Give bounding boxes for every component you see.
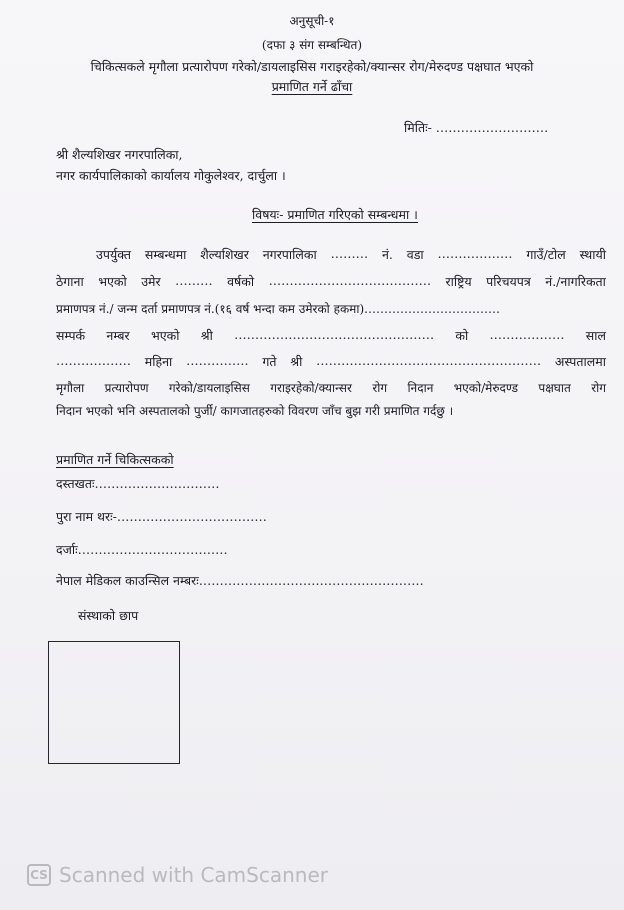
- body-word: रोग: [372, 381, 388, 395]
- recipient-line-2: नगर कार्यपालिकाको कार्यालय गोकुलेश्वर, दार्चुला ।: [56, 168, 286, 183]
- body-word: वडा: [406, 247, 424, 262]
- body-word: वर्षको: [227, 274, 255, 289]
- body-word: को: [455, 328, 469, 343]
- signature-field: दस्तखतः…………………………: [56, 476, 220, 491]
- body-blank: …………………………………………: [234, 327, 435, 342]
- schedule-number: अनुसूची-१: [289, 14, 335, 28]
- body-word: स्थायी: [579, 247, 606, 262]
- recipient-line-1: श्री शैल्यशिखर नगरपालिका,: [56, 147, 183, 162]
- body-blank: ………: [330, 246, 369, 261]
- body-word: पक्षघात: [538, 381, 571, 395]
- body-word: उपर्युक्त: [96, 247, 132, 262]
- body-line-1: [96, 246, 606, 263]
- body-word: भएको: [150, 328, 180, 343]
- form-title: प्रमाणित गर्ने ढाँचा: [271, 79, 353, 94]
- body-word: प्रत्यारोपण: [104, 381, 149, 395]
- body-line-4: [56, 327, 606, 344]
- body-word: सम्बन्धमा: [144, 247, 187, 262]
- certifier-heading: प्रमाणित गर्ने चिकित्सकको: [56, 452, 174, 467]
- form-title-wrap: [0, 78, 624, 95]
- body-word: उमेर: [141, 274, 161, 289]
- clause-reference: (दफा ३ संग सम्बन्धित): [261, 38, 363, 52]
- body-word: ठेगाना: [56, 274, 84, 289]
- body-word: श्री: [200, 328, 213, 343]
- stamp-label: संस्थाको छाप: [78, 608, 139, 623]
- body-line-7: निदान भएको भनि अस्पतालको पुर्जी/ कागजातहरुको विवरण जाँच बुझ गरी प्रमाणित गर्दछु ।: [56, 404, 454, 418]
- body-word: मृगौला: [56, 381, 85, 395]
- body-word: गराइरहेको/क्यान्सर: [270, 381, 352, 395]
- stamp-box: [48, 641, 180, 764]
- body-word: गाउँ/टोल: [526, 247, 566, 262]
- body-word: श्री: [290, 354, 303, 369]
- body-blank: …………………………………: [268, 273, 432, 288]
- body-blank: ………………: [437, 246, 513, 261]
- body-line-6: [56, 379, 606, 396]
- subject-line: विषयः- प्रमाणित गरिएको सम्बन्धमा ।: [252, 207, 418, 222]
- body-word: नं./नागरिकता: [545, 274, 606, 289]
- body-blank: ………………………………………………: [316, 353, 542, 368]
- body-word: परिचयपत्र: [486, 274, 531, 289]
- body-word: निदान: [407, 381, 434, 395]
- body-word: रोग: [591, 381, 606, 395]
- camscanner-watermark: [27, 862, 328, 888]
- form-subtitle: चिकित्सकले मृगौला प्रत्यारोपण गरेको/डायलाइसिस गराइरहेको/क्यान्सर रोग/मेरुदण्ड पक्षघात भएको: [90, 59, 534, 74]
- full-name-field: पुरा नाम थरः-………………………………: [56, 509, 267, 524]
- body-line-3: प्रमाणपत्र नं./ जन्म दर्ता प्रमाणपत्र नं.(१६ वर्ष भन्दा कम उमेरको हकमा).……………………………: [56, 302, 500, 316]
- body-word: महिना: [144, 354, 173, 369]
- body-word: भएको: [98, 274, 127, 289]
- body-blank: ……………: [186, 353, 249, 368]
- camscanner-text: Scanned with CamScanner: [59, 863, 328, 887]
- body-word: राष्ट्रिय: [445, 274, 472, 289]
- body-word: नं.: [381, 247, 393, 262]
- nmc-number-field: नेपाल मेडिकल काउन्सिल नम्बरः………………………………………………: [56, 573, 424, 588]
- body-word: गरेको/डायलाइसिस: [168, 381, 250, 395]
- body-word: नम्बर: [106, 328, 130, 343]
- rank-field: दर्जाः………………………………: [56, 542, 228, 557]
- body-blank: ………: [175, 273, 213, 288]
- body-line-5: [56, 353, 606, 370]
- body-word: साल: [585, 328, 606, 343]
- camscanner-logo-icon: CS: [27, 864, 51, 886]
- body-line-2: [56, 273, 606, 290]
- body-blank: ………………: [489, 327, 565, 342]
- body-blank: ………………: [56, 353, 131, 368]
- body-word: सम्पर्क: [56, 328, 86, 343]
- date-line: मितिः- ………………………: [404, 120, 549, 135]
- body-word: गते: [262, 354, 277, 369]
- body-word: भएको/मेरुदण्ड: [453, 381, 519, 395]
- body-word: नगरपालिका: [262, 247, 317, 262]
- body-word: अस्पतालमा: [554, 354, 606, 369]
- body-word: शैल्यशिखर: [200, 247, 249, 262]
